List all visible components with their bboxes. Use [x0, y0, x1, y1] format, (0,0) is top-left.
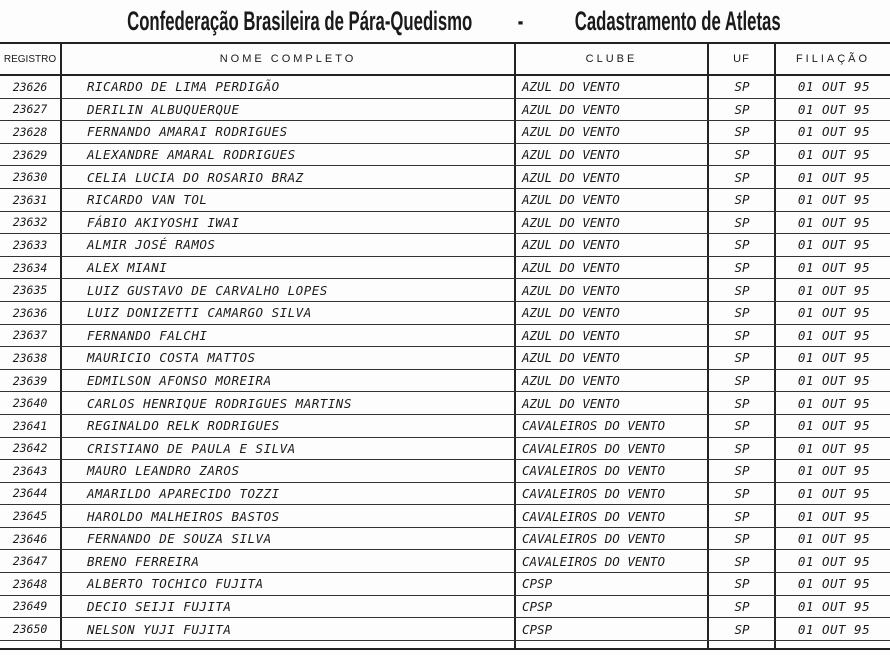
name-cell: FÁBIO AKIYOSHI IWAI	[87, 214, 240, 230]
club-cell: CPSP	[522, 598, 553, 614]
registro-cell: 23641	[12, 418, 48, 433]
club-cell: CAVALEIROS DO VENTO	[522, 463, 665, 479]
table-row	[0, 596, 890, 619]
filiacao-cell: 01 OUT 95	[797, 169, 871, 185]
uf-cell: SP	[734, 79, 750, 95]
header-clube: CLUBE	[585, 53, 638, 65]
club-cell: CAVALEIROS DO VENTO	[522, 531, 665, 547]
name-cell: HAROLDO MALHEIROS BASTOS	[87, 508, 280, 524]
club-cell: AZUL DO VENTO	[522, 124, 620, 140]
club-cell: AZUL DO VENTO	[522, 237, 620, 253]
club-cell: AZUL DO VENTO	[522, 260, 620, 276]
table-row	[0, 257, 890, 280]
club-cell: AZUL DO VENTO	[522, 395, 620, 411]
filiacao-cell: 01 OUT 95	[797, 214, 871, 230]
filiacao-cell: 01 OUT 95	[797, 621, 871, 637]
uf-cell: SP	[734, 282, 750, 298]
club-cell: AZUL DO VENTO	[522, 192, 620, 208]
registro-cell: 23649	[12, 599, 48, 614]
registro-cell: 23635	[12, 283, 48, 298]
uf-cell: SP	[734, 485, 750, 501]
filiacao-cell: 01 OUT 95	[797, 305, 871, 321]
table-row	[0, 212, 890, 235]
name-cell: ALEXANDRE AMARAL RODRIGUES	[87, 147, 296, 163]
registro-cell: 23639	[12, 373, 48, 388]
filiacao-cell: 01 OUT 95	[797, 282, 871, 298]
name-cell: CRISTIANO DE PAULA E SILVA	[87, 440, 296, 456]
table-row	[0, 528, 890, 551]
uf-cell: SP	[734, 305, 750, 321]
name-cell: ALEX MIANI	[87, 260, 168, 276]
filiacao-cell: 01 OUT 95	[797, 395, 871, 411]
uf-cell: SP	[734, 350, 750, 366]
uf-cell: SP	[734, 373, 750, 389]
table-row	[0, 234, 890, 257]
registro-cell: 23646	[12, 531, 48, 546]
registro-cell: 23627	[12, 102, 48, 117]
name-cell: FERNANDO FALCHI	[87, 327, 208, 343]
uf-cell: SP	[734, 169, 750, 185]
filiacao-cell: 01 OUT 95	[797, 124, 871, 140]
uf-cell: SP	[734, 327, 750, 343]
filiacao-cell: 01 OUT 95	[797, 531, 871, 547]
uf-cell: SP	[734, 237, 750, 253]
table-row	[0, 392, 890, 415]
uf-cell: SP	[734, 124, 750, 140]
uf-cell: SP	[734, 621, 750, 637]
filiacao-cell: 01 OUT 95	[797, 327, 871, 343]
uf-cell: SP	[734, 531, 750, 547]
club-cell: AZUL DO VENTO	[522, 101, 620, 117]
club-cell: AZUL DO VENTO	[522, 147, 620, 163]
registro-cell: 23643	[12, 463, 48, 478]
registro-cell: 23644	[12, 486, 48, 501]
name-cell: DERILIN ALBUQUERQUE	[87, 101, 240, 117]
name-cell: MAURO LEANDRO ZAROS	[87, 463, 240, 479]
filiacao-cell: 01 OUT 95	[797, 418, 871, 434]
title-organization: Confederação Brasileira de Pára-Quedismo	[127, 6, 473, 36]
club-cell: CAVALEIROS DO VENTO	[522, 418, 665, 434]
table-row	[0, 325, 890, 348]
club-cell: CAVALEIROS DO VENTO	[522, 553, 665, 569]
club-cell: AZUL DO VENTO	[522, 373, 620, 389]
filiacao-cell: 01 OUT 95	[797, 147, 871, 163]
name-cell: CELIA LUCIA DO ROSARIO BRAZ	[87, 169, 304, 185]
uf-cell: SP	[734, 598, 750, 614]
club-cell: AZUL DO VENTO	[522, 79, 620, 95]
uf-cell: SP	[734, 463, 750, 479]
uf-cell: SP	[734, 192, 750, 208]
filiacao-cell: 01 OUT 95	[797, 553, 871, 569]
table-row	[0, 189, 890, 212]
table-row	[0, 166, 890, 189]
name-cell: FERNANDO AMARAI RODRIGUES	[87, 124, 288, 140]
name-cell: NELSON YUJI FUJITA	[87, 621, 232, 637]
uf-cell: SP	[734, 576, 750, 592]
name-cell: REGINALDO RELK RODRIGUES	[87, 418, 280, 434]
table-row	[0, 505, 890, 528]
registro-cell: 23640	[12, 396, 48, 411]
header-nome: NOME COMPLETO	[219, 53, 357, 65]
name-cell: RICARDO VAN TOL	[87, 192, 208, 208]
name-cell: FERNANDO DE SOUZA SILVA	[87, 531, 272, 547]
registro-cell: 23632	[12, 215, 48, 230]
uf-cell: SP	[734, 101, 750, 117]
filiacao-cell: 01 OUT 95	[797, 485, 871, 501]
club-cell: AZUL DO VENTO	[522, 214, 620, 230]
filiacao-cell: 01 OUT 95	[797, 79, 871, 95]
table-row	[0, 279, 890, 302]
filiacao-cell: 01 OUT 95	[797, 350, 871, 366]
uf-cell: SP	[734, 553, 750, 569]
filiacao-cell: 01 OUT 95	[797, 508, 871, 524]
club-cell: CAVALEIROS DO VENTO	[522, 440, 665, 456]
registro-cell: 23647	[12, 554, 48, 569]
club-cell: AZUL DO VENTO	[522, 305, 620, 321]
table-row	[0, 302, 890, 325]
table-header	[0, 42, 890, 76]
name-cell: LUIZ GUSTAVO DE CARVALHO LOPES	[87, 282, 328, 298]
registro-cell: 23636	[12, 305, 48, 320]
uf-cell: SP	[734, 260, 750, 276]
table-bottom-rule	[0, 648, 890, 650]
registro-cell: 23629	[12, 147, 48, 162]
table-row	[0, 438, 890, 461]
header-registro: REGISTRO	[3, 53, 57, 65]
name-cell: CARLOS HENRIQUE RODRIGUES MARTINS	[87, 395, 352, 411]
filiacao-cell: 01 OUT 95	[797, 440, 871, 456]
table-row	[0, 76, 890, 99]
table-row	[0, 415, 890, 438]
registro-cell: 23634	[12, 260, 48, 275]
registro-cell: 23631	[12, 192, 48, 207]
filiacao-cell: 01 OUT 95	[797, 463, 871, 479]
club-cell: CAVALEIROS DO VENTO	[522, 485, 665, 501]
table-row	[0, 347, 890, 370]
club-cell: AZUL DO VENTO	[522, 282, 620, 298]
filiacao-cell: 01 OUT 95	[797, 101, 871, 117]
name-cell: AMARILDO APARECIDO TOZZI	[87, 485, 280, 501]
name-cell: BRENO FERREIRA	[87, 553, 200, 569]
registro-cell: 23633	[12, 237, 48, 252]
table-row	[0, 550, 890, 573]
uf-cell: SP	[734, 395, 750, 411]
name-cell: EDMILSON AFONSO MOREIRA	[87, 373, 272, 389]
table-row	[0, 121, 890, 144]
table-row	[0, 144, 890, 167]
table-row	[0, 618, 890, 641]
filiacao-cell: 01 OUT 95	[797, 576, 871, 592]
registro-cell: 23630	[12, 170, 48, 185]
name-cell: ALBERTO TOCHICO FUJITA	[87, 576, 264, 592]
registro-cell: 23637	[12, 328, 48, 343]
name-cell: RICARDO DE LIMA PERDIGÃO	[87, 79, 280, 95]
filiacao-cell: 01 OUT 95	[797, 373, 871, 389]
table-row	[0, 460, 890, 483]
registro-cell: 23645	[12, 509, 48, 524]
uf-cell: SP	[734, 214, 750, 230]
table-row	[0, 573, 890, 596]
registro-cell: 23648	[12, 576, 48, 591]
club-cell: AZUL DO VENTO	[522, 327, 620, 343]
club-cell: CPSP	[522, 576, 553, 592]
document-title	[0, 6, 781, 42]
registro-cell: 23626	[12, 79, 48, 94]
name-cell: DECIO SEIJI FUJITA	[87, 598, 232, 614]
name-cell: LUIZ DONIZETTI CAMARGO SILVA	[87, 305, 312, 321]
table-row	[0, 99, 890, 122]
uf-cell: SP	[734, 418, 750, 434]
registro-cell: 23650	[12, 622, 48, 637]
filiacao-cell: 01 OUT 95	[797, 598, 871, 614]
table-body	[0, 76, 890, 641]
table-row	[0, 483, 890, 506]
filiacao-cell: 01 OUT 95	[797, 237, 871, 253]
filiacao-cell: 01 OUT 95	[797, 192, 871, 208]
uf-cell: SP	[734, 508, 750, 524]
uf-cell: SP	[734, 147, 750, 163]
table-row	[0, 370, 890, 393]
uf-cell: SP	[734, 440, 750, 456]
athlete-register-table	[0, 42, 890, 650]
registro-cell: 23628	[12, 124, 48, 139]
title-separator: -	[517, 6, 524, 36]
registro-cell: 23638	[12, 350, 48, 365]
club-cell: CAVALEIROS DO VENTO	[522, 508, 665, 524]
name-cell: MAURICIO COSTA MATTOS	[87, 350, 256, 366]
title-subject: Cadastramento de Atletas	[574, 6, 781, 36]
filiacao-cell: 01 OUT 95	[797, 260, 871, 276]
registro-cell: 23642	[12, 441, 48, 456]
club-cell: AZUL DO VENTO	[522, 169, 620, 185]
name-cell: ALMIR JOSÉ RAMOS	[87, 237, 216, 253]
header-uf: UF	[733, 53, 750, 65]
header-filiacao: FILIAÇÃO	[795, 53, 871, 65]
club-cell: CPSP	[522, 621, 553, 637]
club-cell: AZUL DO VENTO	[522, 350, 620, 366]
